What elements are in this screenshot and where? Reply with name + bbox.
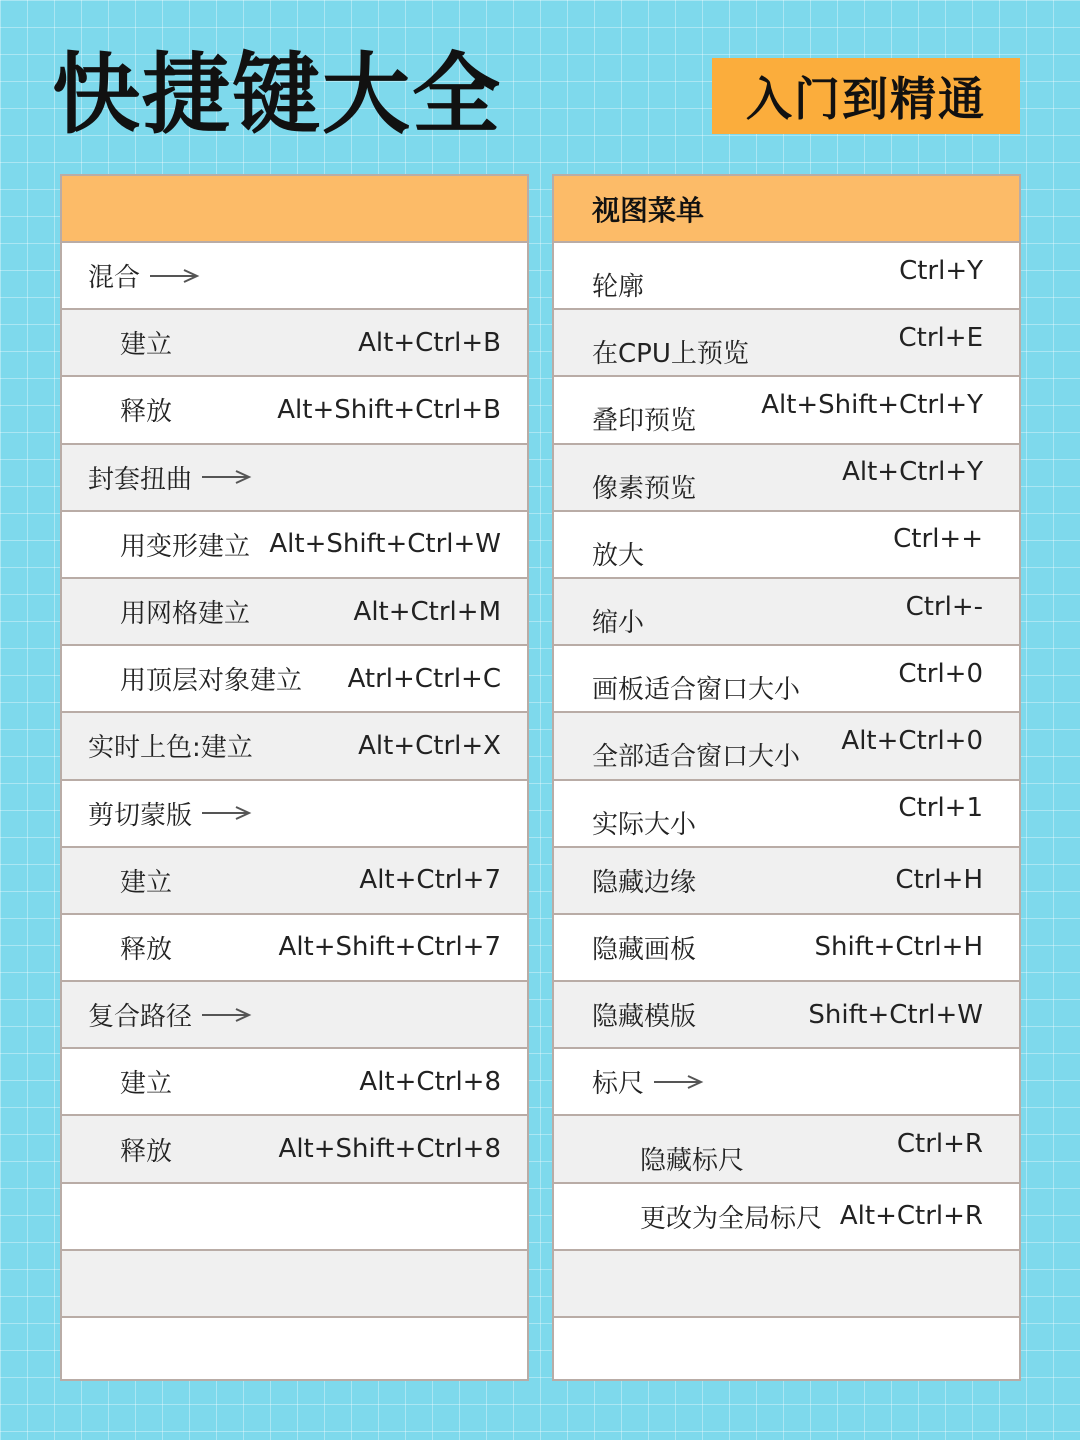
arrow-right-icon <box>200 805 252 821</box>
shortcut-row <box>62 243 527 310</box>
row-label: 隐藏模版 <box>592 1002 697 1033</box>
shortcut-key: Alt+Ctrl+Y <box>842 457 983 488</box>
shortcut-key: Ctrl++ <box>893 524 983 555</box>
shortcut-row <box>554 1184 1019 1251</box>
shortcut-key: Alt+Shift+Ctrl+8 <box>278 1134 501 1165</box>
shortcut-row <box>554 243 1019 310</box>
shortcut-key: Ctrl+R <box>896 1129 983 1160</box>
shortcut-key: Ctrl+0 <box>898 658 983 689</box>
row-label: 实际大小 <box>592 809 697 840</box>
shortcut-key: Alt+Ctrl+8 <box>359 1066 501 1097</box>
row-label: 实时上色:建立 <box>88 733 253 764</box>
row-label: 用网格建立 <box>120 599 251 630</box>
shortcut-row <box>554 310 1019 377</box>
row-label: 释放 <box>120 1136 173 1167</box>
shortcut-row <box>62 512 527 579</box>
row-label: 释放 <box>120 934 173 965</box>
shortcut-key: Alt+Ctrl+0 <box>841 725 983 756</box>
page-title: 快捷键大全 <box>52 43 503 146</box>
arrow-right-icon <box>148 268 200 284</box>
row-label: 放大 <box>592 540 645 571</box>
shortcut-key: Alt+Shift+Ctrl+Y <box>761 389 983 420</box>
shortcut-key: Alt+Ctrl+7 <box>359 865 501 896</box>
shortcut-key: Alt+Ctrl+X <box>358 730 501 761</box>
row-label: 隐藏画板 <box>592 934 697 965</box>
shortcut-row <box>62 579 527 646</box>
row-label: 全部适合窗口大小 <box>592 742 801 773</box>
empty-row <box>62 1251 527 1318</box>
shortcut-key: Atrl+Ctrl+C <box>347 663 501 694</box>
row-label: 标尺 <box>592 1069 645 1100</box>
shortcut-key: Shift+Ctrl+H <box>814 932 983 963</box>
shortcut-key: Ctrl+1 <box>898 793 983 824</box>
row-label: 建立 <box>120 867 173 898</box>
row-label: 用顶层对象建立 <box>120 666 303 697</box>
shortcut-row <box>62 1049 527 1116</box>
arrow-right-icon <box>200 469 252 485</box>
empty-row <box>62 1318 527 1385</box>
row-label: 隐藏边缘 <box>592 867 697 898</box>
shortcut-key: Alt+Ctrl+B <box>358 327 501 358</box>
shortcut-key: Ctrl+Y <box>899 255 983 286</box>
row-label: 混合 <box>88 263 141 294</box>
row-label: 建立 <box>120 330 173 361</box>
shortcut-row <box>554 982 1019 1049</box>
row-label: 复合路径 <box>88 1002 193 1033</box>
shortcut-row <box>62 848 527 915</box>
shortcut-key: Alt+Shift+Ctrl+7 <box>278 932 501 963</box>
row-label: 缩小 <box>592 608 645 639</box>
shortcut-row <box>62 713 527 780</box>
panel-header-left <box>62 176 527 243</box>
row-label: 更改为全局标尺 <box>640 1203 823 1234</box>
arrow-right-icon <box>652 1074 704 1090</box>
level-badge: 入门到精通 <box>712 58 1020 134</box>
shortcut-row <box>554 445 1019 512</box>
shortcut-key: Alt+Shift+Ctrl+B <box>277 394 501 425</box>
shortcut-row <box>62 646 527 713</box>
row-label: 轮廓 <box>592 272 645 303</box>
empty-row <box>554 1318 1019 1385</box>
shortcut-row <box>554 848 1019 915</box>
shortcut-row <box>554 915 1019 982</box>
shortcut-row <box>62 915 527 982</box>
shortcut-row <box>62 310 527 377</box>
row-label: 叠印预览 <box>592 406 697 437</box>
shortcut-row <box>554 713 1019 780</box>
row-label: 用变形建立 <box>120 531 251 562</box>
empty-row <box>554 1251 1019 1318</box>
shortcut-key: Ctrl+E <box>898 322 983 353</box>
row-label: 像素预览 <box>592 473 697 504</box>
arrow-right-icon <box>200 1007 252 1023</box>
shortcut-row <box>554 579 1019 646</box>
shortcut-key: Shift+Ctrl+W <box>808 999 983 1030</box>
shortcut-key: Ctrl+- <box>905 591 983 622</box>
shortcut-row <box>554 1116 1019 1183</box>
shortcut-row <box>62 377 527 444</box>
row-label: 画板适合窗口大小 <box>592 675 801 706</box>
empty-row <box>62 1184 527 1251</box>
row-label: 隐藏标尺 <box>640 1145 745 1176</box>
row-label: 释放 <box>120 397 173 428</box>
shortcut-row <box>62 781 527 848</box>
panel-header-right: 视图菜单 <box>554 176 1019 243</box>
shortcut-row <box>554 377 1019 444</box>
shortcut-panel-left <box>60 174 529 1381</box>
shortcut-row <box>554 646 1019 713</box>
shortcut-key: Alt+Shift+Ctrl+W <box>269 529 501 560</box>
shortcut-row <box>62 982 527 1049</box>
shortcut-row <box>62 445 527 512</box>
shortcut-row <box>62 1116 527 1183</box>
row-label: 封套扭曲 <box>88 464 193 495</box>
row-label: 在CPU上预览 <box>592 339 749 370</box>
shortcut-key: Alt+Ctrl+R <box>839 1201 983 1232</box>
row-label: 建立 <box>120 1069 173 1100</box>
shortcut-row <box>554 781 1019 848</box>
shortcut-panel-right <box>552 174 1021 1381</box>
row-label: 剪切蒙版 <box>88 800 193 831</box>
shortcut-key: Alt+Ctrl+M <box>353 596 501 627</box>
shortcut-key: Ctrl+H <box>895 865 983 896</box>
shortcut-row <box>554 512 1019 579</box>
shortcut-row <box>554 1049 1019 1116</box>
